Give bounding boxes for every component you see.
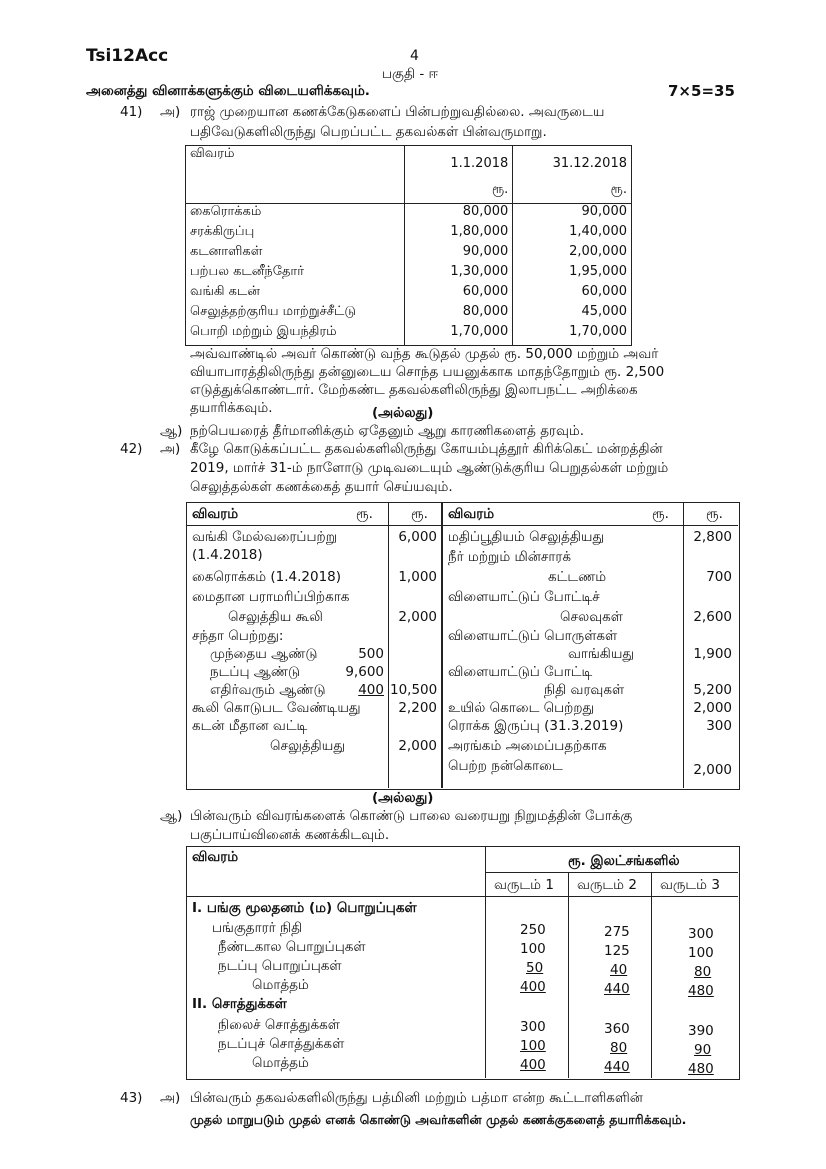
list-item: 5,200: [693, 682, 732, 698]
q41-after2: வியாபாரத்திலிருந்து தன்னுடைய சொந்த பயனுக்காக மாதந்தோறும் ரூ. 2,500: [190, 364, 665, 380]
q42-year2: வருடம் 2: [577, 877, 637, 893]
cell: 100: [688, 945, 714, 961]
list-item: 2,600: [693, 609, 732, 625]
list-item: கட்டணம்: [548, 569, 607, 585]
table-row: பங்குதாரர் நிதி: [212, 920, 303, 936]
q42-b-line2: பகுப்பாய்வினைக் கணக்கிடவும்.: [190, 827, 390, 843]
cell: 440: [604, 1059, 630, 1075]
page-number: 4: [410, 48, 419, 64]
table-row: சரக்கிருப்பு 1,80,000 1,40,000: [186, 224, 632, 244]
list-item: 300: [706, 718, 732, 734]
table-row: பற்பல கடனீந்தோர் 1,30,000 1,95,000: [186, 264, 632, 284]
table-row: கடனாளிகள் 90,000 2,00,000: [186, 244, 632, 264]
list-item: (1.4.2018): [192, 547, 263, 563]
list-item: செலுத்தியது: [270, 738, 346, 754]
q42-line3: செலுத்தல்கள் கணக்கைத் தயார் செய்யவும்.: [190, 479, 453, 495]
q41-number: 41): [120, 104, 143, 120]
marks: 7×5=35: [668, 82, 735, 100]
q41-head-col2: 31.12.2018 ரூ.: [513, 146, 632, 204]
list-item: 500: [358, 646, 384, 662]
table-row: பொறி மற்றும் இயந்திரம் 1,70,000 1,70,000: [186, 324, 632, 346]
part-title: பகுதி - ஈ: [382, 66, 438, 82]
q41-head-col1: 1.1.2018 ரூ.: [404, 146, 513, 204]
list-item: 6,000: [398, 529, 437, 545]
cell: 90: [694, 1042, 712, 1058]
q42-right-unit1: ரூ.: [652, 506, 669, 522]
q42-a-label: அ): [160, 441, 181, 457]
table-row: நடப்பு பொறுப்புகள்: [218, 958, 342, 974]
table-row: மொத்தம்: [252, 1055, 309, 1071]
cell: 100: [520, 941, 546, 957]
q42-b-line1: பின்வரும் விவரங்களைக் கொண்டு பாலை வரையறு நிறுமத்தின் போக்கு: [190, 808, 633, 824]
cell: 80: [694, 964, 712, 980]
list-item: செலவுகள்: [560, 609, 623, 625]
list-item: கைரொக்கம் (1.4.2018): [192, 569, 342, 585]
cell: 40: [610, 962, 628, 978]
list-item: முந்தைய ஆண்டு: [210, 646, 318, 662]
q42-number: 42): [120, 441, 143, 457]
q42-left-unit1: ரூ.: [356, 506, 373, 522]
q42-b-label: ஆ): [160, 808, 183, 824]
cell: 480: [688, 1061, 714, 1077]
q41-head-particulars: விவரம்: [186, 146, 405, 204]
cell: 275: [604, 924, 630, 940]
cell: 300: [688, 926, 714, 942]
list-item: ரொக்க இருப்பு (31.3.2019): [448, 718, 624, 734]
cell: 300: [520, 1019, 546, 1035]
q42-line1: கீழே கொடுக்கப்பட்ட தகவல்களிலிருந்து கோயம்புத்தூர் கிரிக்கெட் மன்றத்தின்: [190, 441, 663, 457]
list-item: நீர் மற்றும் மின்சாரக்: [448, 549, 572, 565]
cell: 80: [610, 1040, 628, 1056]
q41-or: (அல்லது): [372, 405, 434, 421]
table-row: வங்கி கடன் 60,000 60,000: [186, 284, 632, 304]
list-item: சந்தா பெற்றது:: [192, 628, 284, 644]
instruction: அனைத்து வினாக்களுக்கும் விடையளிக்கவும்.: [86, 83, 370, 99]
q41-b-label: ஆ): [160, 423, 183, 439]
list-item: கடன் மீதான வட்டி: [192, 718, 308, 734]
list-item: 400: [358, 682, 384, 698]
list-item: 1,900: [693, 646, 732, 662]
list-item: மைதான பராமரிப்பிற்காக: [192, 589, 350, 605]
q42-year3: வருடம் 3: [660, 877, 720, 893]
list-item: 700: [706, 569, 732, 585]
q42-section2: II. சொத்துக்கள்: [192, 996, 287, 1012]
cell: 400: [520, 979, 546, 995]
list-item: பெற்ற நன்கொடை: [448, 758, 563, 774]
cell: 125: [604, 943, 630, 959]
list-item: நிதி வரவுகள்: [544, 682, 625, 698]
table-row: நடப்புச் சொத்துக்கள்: [218, 1036, 345, 1052]
cell: 440: [604, 981, 630, 997]
q41-b-text: நற்பெயரைத் தீர்மானிக்கும் ஏதேனும் ஆறு காரணிகளைத் தரவும்.: [190, 423, 585, 439]
q41-after4: தயாரிக்கவும்.: [190, 400, 273, 416]
q41-table: [185, 145, 632, 346]
list-item: அரங்கம் அமைப்பதற்காக: [448, 738, 607, 754]
q41-a-label: அ): [160, 104, 181, 120]
cell: 480: [688, 983, 714, 999]
q43-line1: பின்வரும் தகவல்களிலிருந்து பத்மினி மற்றும் பத்மா என்ற கூட்டாளிகளின்: [190, 1090, 643, 1106]
q43-number: 43): [120, 1090, 143, 1106]
list-item: வாங்கியது: [568, 646, 635, 662]
list-item: மதிப்பூதியம் செலுத்தியது: [448, 529, 605, 545]
q42-year1: வருடம் 1: [494, 877, 554, 893]
q42-trend-unit: ரூ. இலட்சங்களில்: [568, 853, 680, 869]
q41-line1: ராஜ் முறையான கணக்கேடுகளைப் பின்பற்றுவதில்லை. அவருடைய: [190, 104, 605, 120]
list-item: செலுத்திய கூலி: [228, 609, 323, 625]
q42-left-unit2: ரூ.: [411, 506, 428, 522]
list-item: விளையாட்டுப் பொருள்கள்: [448, 628, 618, 644]
list-item: 10,500: [390, 682, 438, 698]
paper-code: Tsi12Acc: [86, 46, 169, 66]
q42-right-head: விவரம்: [448, 506, 495, 522]
list-item: 2,800: [693, 529, 732, 545]
list-item: வங்கி மேல்வரைப்பற்று: [192, 529, 337, 545]
list-item: 2,000: [693, 700, 732, 716]
q42-line2: 2019, மார்ச் 31-ம் நாளோடு முடிவடையும் ஆண்டுக்குரிய பெறுதல்கள் மற்றும்: [190, 460, 669, 476]
q42-section1: I. பங்கு மூலதனம் (ம) பொறுப்புகள்: [192, 900, 417, 916]
q42-trend-head: விவரம்: [192, 849, 239, 865]
list-item: விளையாட்டுப் போட்டி: [448, 664, 593, 680]
list-item: 1,000: [398, 569, 437, 585]
list-item: நடப்பு ஆண்டு: [210, 664, 301, 680]
cell: 100: [520, 1038, 546, 1054]
cell: 50: [526, 960, 544, 976]
cell: 250: [520, 922, 546, 938]
cell: 360: [604, 1021, 630, 1037]
list-item: உயில் கொடை பெற்றது: [448, 700, 595, 716]
cell: 390: [688, 1023, 714, 1039]
q42-or: (அல்லது): [372, 790, 434, 806]
list-item: எதிர்வரும் ஆண்டு: [210, 682, 326, 698]
list-item: 2,200: [398, 700, 437, 716]
table-row: மொத்தம்: [252, 977, 309, 993]
q43-line2: முதல் மாறுபடும் முதல் எனக் கொண்டு அவர்களின் முதல் கணக்குகளைத் தயாரிக்கவும்.: [190, 1112, 687, 1127]
list-item: 2,000: [398, 609, 437, 625]
q42-left-head: விவரம்: [192, 506, 239, 522]
table-row: நிலைச் சொத்துக்கள்: [218, 1017, 340, 1033]
list-item: 2,000: [693, 762, 732, 778]
q42-right-unit2: ரூ.: [706, 506, 723, 522]
q41-after1: அவ்வாண்டில் அவர் கொண்டு வந்த கூடுதல் முதல் ரூ. 50,000 மற்றும் அவர்: [190, 346, 659, 362]
list-item: கூலி கொடுபட வேண்டியது: [192, 700, 361, 716]
q41-line2: பதிவேடுகளிலிருந்து பெறப்பட்ட தகவல்கள் பின்வருமாறு.: [190, 124, 547, 140]
q41-after3: எடுத்துக்கொண்டார். மேற்கண்ட தகவல்களிலிருந்து இலாபநட்ட அறிக்கை: [190, 382, 638, 398]
table-row: கைரொக்கம் 80,000 90,000: [186, 204, 632, 224]
list-item: 2,000: [398, 738, 437, 754]
table-row: நீண்டகால பொறுப்புகள்: [218, 939, 366, 955]
cell: 400: [520, 1057, 546, 1073]
list-item: 9,600: [345, 664, 384, 680]
table-row: செலுத்தற்குரிய மாற்றுச்சீட்டு 80,000 45,000: [186, 304, 632, 324]
list-item: விளையாட்டுப் போட்டிச்: [448, 589, 600, 605]
q43-a-label: அ): [160, 1090, 181, 1106]
